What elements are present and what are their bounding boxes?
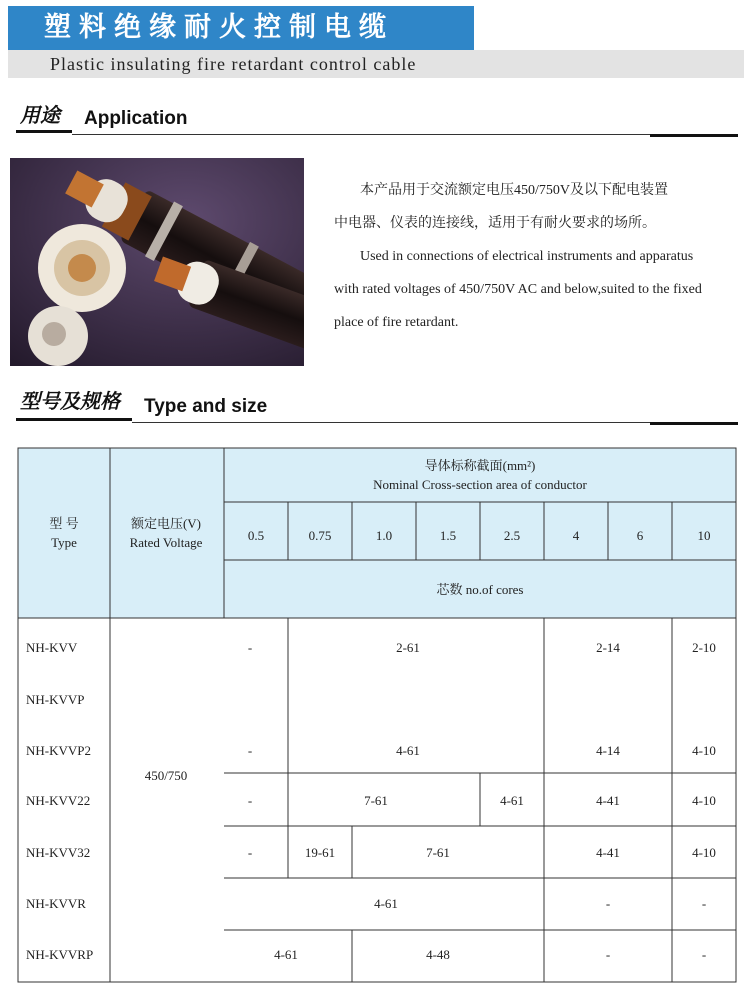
type-nh-kvv: NH-KVV [26,640,78,655]
kvv22-cell-4-41: 4-41 [596,793,620,808]
kvvrp-cell-dash-2: - [701,947,707,962]
kvv-cell-2-10: 2-10 [692,640,716,655]
size-2-5: 2.5 [503,528,521,543]
kvv32-cell-4-41: 4-41 [596,845,620,860]
type-nh-kvvp2: NH-KVVP2 [26,743,91,758]
col-type-en: Type [51,535,77,550]
size-1-5: 1.5 [439,528,457,543]
kvv22-cell-7-61: 7-61 [364,793,388,808]
kvvp-cell-4-10: 4-10 [692,743,716,758]
cross-section-en: Nominal Cross-section area of conductor [373,477,587,492]
desc-en-line-2: with rated voltages of 450/750V AC and below,suited to the fixed [334,282,702,297]
application-heading-en: Application [84,108,188,129]
kvvr-cell-dash-2: - [701,896,707,911]
col-type-zh: 型 号 [49,516,79,531]
type-nh-kvv22: NH-KVV22 [26,793,91,808]
size-6: 6 [636,528,644,543]
cross-section-zh: 导体标称截面(mm²) [424,458,536,473]
desc-en-line-3: place of fire retardant. [334,315,459,330]
page-title: 塑料绝缘耐火控制电缆 [8,6,474,50]
col-voltage-zh: 额定电压(V) [130,516,202,531]
kvv32-cell-7-61: 7-61 [426,845,450,860]
size-4: 4 [572,528,580,543]
kvvr-cell-4-61: 4-61 [374,896,398,911]
kvvrp-cell-4-61: 4-61 [274,947,298,962]
type-nh-kvvrp: NH-KVVRP [26,947,94,962]
desc-zh-line-2: 中电器、仪表的连接线，适用于有耐火要求的场所。 [334,216,656,231]
kvv22-cell-dash: - [247,793,253,808]
kvvr-cell-dash-1: - [605,896,611,911]
kvv22-cell-4-10: 4-10 [692,793,716,808]
kvv22-cell-4-61: 4-61 [500,793,524,808]
kvv-cell-dash: - [247,640,253,655]
kvvp-cell-4-61: 4-61 [396,743,420,758]
size-0-5: 0.5 [247,528,265,543]
kvv-cell-2-14: 2-14 [596,640,620,655]
type-size-heading-en: Type and size [144,396,268,417]
cores-label: 芯数 no.of cores [436,582,524,597]
desc-zh-line-1: 本产品用于交流额定电压450/750V及以下配电装置 [360,183,668,198]
col-voltage-en: Rated Voltage [129,535,203,550]
kvv32-cell-19-61: 19-61 [304,845,336,860]
kvvp-cell-4-14: 4-14 [596,743,620,758]
kvvrp-cell-dash-1: - [605,947,611,962]
kvv32-cell-dash: - [247,845,253,860]
kvvrp-cell-4-48: 4-48 [426,947,450,962]
type-nh-kvvr: NH-KVVR [26,896,86,911]
desc-en-line-1: Used in connections of electrical instruments and apparatus [360,249,694,264]
size-0-75: 0.75 [308,528,332,543]
type-nh-kvv32: NH-KVV32 [26,845,91,860]
page-subtitle: Plastic insulating fire retardant control cable [8,50,744,78]
kvvp-cell-dash: - [247,743,253,758]
size-1-0: 1.0 [375,528,393,543]
type-nh-kvvp: NH-KVVP [26,692,85,707]
type-size-heading-zh: 型号及规格 [20,389,120,413]
application-heading-zh: 用途 [20,103,60,127]
size-10: 10 [697,528,711,543]
voltage-value: 450/750 [144,768,188,783]
kvv-cell-2-61: 2-61 [396,640,420,655]
kvv32-cell-4-10: 4-10 [692,845,716,860]
